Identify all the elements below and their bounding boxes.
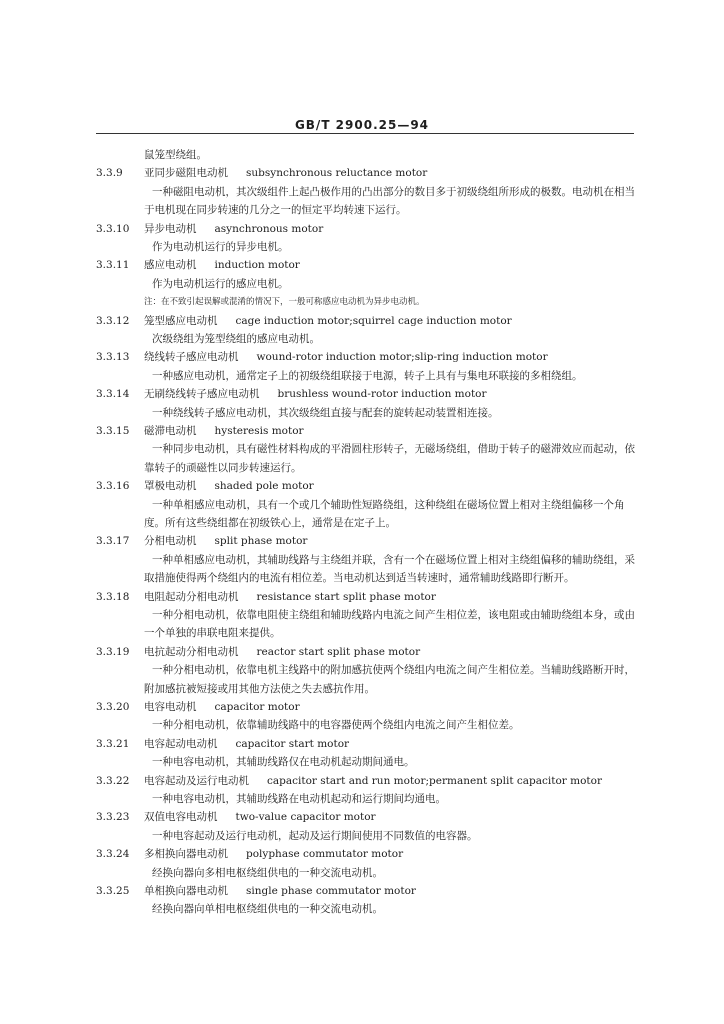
- term-chinese: 异步电动机: [144, 222, 197, 235]
- term-english: hysteresis motor: [214, 424, 304, 437]
- term-entry: [96, 477, 644, 532]
- term-number: 3.3.22: [96, 774, 130, 787]
- standard-number-header: GB/T 2900.25—94: [294, 118, 430, 132]
- term-definition: 一种绕线转子感应电动机，其次级绕组直接与配套的旋转起动装置相连接。: [152, 406, 499, 419]
- term-chinese: 亚同步磁阻电动机: [144, 167, 228, 180]
- term-definition: 一种电容电动机，其辅助线路仅在电动机起动期间通电。: [152, 756, 415, 769]
- term-heading: [96, 735, 644, 753]
- term-chinese: 磁滞电动机: [144, 424, 197, 437]
- term-definition: 作为电动机运行的感应电机。: [152, 277, 289, 290]
- term-number: 3.3.18: [96, 590, 130, 603]
- term-entry: [96, 220, 644, 257]
- term-entry: [96, 735, 644, 772]
- term-heading: [96, 385, 644, 403]
- term-number: 3.3.15: [96, 424, 130, 437]
- term-chinese: 电阻起动分相电动机: [144, 590, 239, 603]
- term-chinese: 感应电动机: [144, 259, 197, 272]
- term-number: 3.3.16: [96, 480, 130, 493]
- term-definition: 经换向器向单相电枢绕组供电的一种交流电动机。: [152, 903, 383, 916]
- terms-list: [96, 146, 644, 919]
- term-heading: [96, 588, 644, 606]
- term-entry: [96, 588, 644, 643]
- term-chinese: 电容起动电动机: [144, 737, 218, 750]
- term-chinese: 笼型感应电动机: [144, 314, 218, 327]
- term-heading: [96, 698, 644, 716]
- term-english: single phase commutator motor: [246, 884, 416, 897]
- term-entry: [96, 164, 644, 219]
- term-number: 3.3.25: [96, 884, 130, 897]
- term-chinese: 绕线转子感应电动机: [144, 351, 239, 364]
- term-english: induction motor: [214, 259, 300, 272]
- term-english: wound-rotor induction motor;slip-ring induction motor: [256, 351, 548, 364]
- term-definition: 一种同步电动机，具有磁性材料构成的平滑圆柱形转子，无磁场绕组，借助于转子的磁滞效应而起动，依靠转子的顽磁性以同步转速运行。: [144, 443, 635, 474]
- term-definition: 一种单相感应电动机，具有一个或几个辅助性短路绕组，这种绕组在磁场位置上相对主绕组偏移一个角度。所有这些绕组都在初级铁心上，通常是在定子上。: [144, 498, 625, 529]
- term-number: 3.3.10: [96, 222, 130, 235]
- term-definition: 一种电容起动及运行电动机，起动及运行期间使用不同数值的电容器。: [152, 829, 478, 842]
- term-heading: [96, 312, 644, 330]
- header-rule: [96, 133, 634, 134]
- term-number: 3.3.21: [96, 737, 130, 750]
- term-entry: [96, 385, 644, 422]
- term-entry: [96, 348, 644, 385]
- term-heading: [96, 220, 644, 238]
- term-heading: [96, 643, 644, 661]
- term-chinese: 多相换向器电动机: [144, 848, 228, 861]
- term-definition: 一种分相电动机，依靠电机主线路中的附加感抗使两个绕组内电流之间产生相位差。当辅助线路断开时，附加感抗被短接或用其他方法使之失去感抗作用。: [144, 664, 635, 695]
- term-note: 注：在不致引起误解或混淆的情况下，一般可称感应电动机为异步电动机。: [144, 297, 425, 308]
- term-heading: [96, 845, 644, 863]
- term-chinese: 电抗起动分相电动机: [144, 645, 239, 658]
- term-number: 3.3.11: [96, 259, 130, 272]
- term-entry: [96, 422, 644, 477]
- term-heading: [96, 882, 644, 900]
- term-definition: 一种分相电动机，依靠辅助线路中的电容器使两个绕组内电流之间产生相位差。: [152, 719, 520, 732]
- term-entry: [96, 808, 644, 845]
- term-entry: [96, 698, 644, 735]
- term-definition: 经换向器向多相电枢绕组供电的一种交流电动机。: [152, 866, 383, 879]
- term-english: subsynchronous reluctance motor: [246, 167, 428, 180]
- term-chinese: 双值电容电动机: [144, 811, 218, 824]
- term-number: 3.3.12: [96, 314, 130, 327]
- term-english: split phase motor: [214, 535, 308, 548]
- term-entry: [96, 643, 644, 698]
- term-english: resistance start split phase motor: [256, 590, 436, 603]
- term-number: 3.3.19: [96, 645, 130, 658]
- term-definition: 一种感应电动机，通常定子上的初级绕组联接于电源，转子上具有与集电环联接的多相绕组。: [152, 369, 583, 382]
- term-english: capacitor start motor: [235, 737, 350, 750]
- term-entry: [96, 772, 644, 809]
- term-definition: 次级绕组为笼型绕组的感应电动机。: [152, 332, 320, 345]
- term-number: 3.3.14: [96, 388, 130, 401]
- term-number: 3.3.23: [96, 811, 130, 824]
- term-english: brushless wound-rotor induction motor: [277, 388, 487, 401]
- term-heading: [96, 808, 644, 826]
- term-heading: [96, 422, 644, 440]
- term-entry: [96, 256, 644, 311]
- term-heading: [96, 772, 644, 790]
- term-heading: [96, 477, 644, 495]
- term-english: polyphase commutator motor: [246, 848, 404, 861]
- term-english: two-value capacitor motor: [235, 811, 376, 824]
- term-chinese: 分相电动机: [144, 535, 197, 548]
- term-number: 3.3.9: [96, 167, 123, 180]
- lead-text: 鼠笼型绕组。: [144, 149, 207, 161]
- term-english: capacitor motor: [214, 701, 300, 713]
- term-entry: [96, 532, 644, 587]
- term-english: cage induction motor;squirrel cage induction motor: [235, 314, 512, 327]
- term-heading: [96, 164, 644, 182]
- term-definition: 一种磁阻电动机，其次级组件上起凸极作用的凸出部分的数目多于初级绕组所形成的极数。电动机在相当于电机现在同步转速的几分之一的恒定平均转速下运行。: [144, 185, 635, 217]
- term-chinese: 罩极电动机: [144, 480, 197, 493]
- term-english: shaded pole motor: [214, 480, 314, 493]
- term-chinese: 单相换向器电动机: [144, 884, 228, 897]
- term-heading: [96, 532, 644, 550]
- term-entry: [96, 845, 644, 882]
- term-chinese: 无刷绕线转子感应电动机: [144, 388, 260, 401]
- term-number: 3.3.13: [96, 351, 130, 364]
- term-definition: 一种分相电动机，依靠电阻使主绕组和辅助线路内电流之间产生相位差，该电阻或由辅助绕组本身，或由一个单独的串联电阻来提供。: [144, 608, 635, 640]
- term-chinese: 电容电动机: [144, 701, 197, 713]
- term-number: 3.3.20: [96, 701, 130, 713]
- term-number: 3.3.17: [96, 535, 130, 548]
- term-english: asynchronous motor: [214, 222, 324, 235]
- term-entry: [96, 312, 644, 349]
- term-english: capacitor start and run motor;permanent split capacitor motor: [267, 774, 602, 787]
- term-english: reactor start split phase motor: [256, 645, 421, 658]
- term-definition: 一种单相感应电动机，其辅助线路与主绕组并联，含有一个在磁场位置上相对主绕组偏移的辅助绕组，采取措施使得两个绕组内的电流有相位差。当电动机达到适当转速时，通常辅助线路即行断开。: [144, 553, 635, 585]
- term-definition: 一种电容电动机，其辅助线路在电动机起动和运行期间均通电。: [152, 792, 446, 805]
- term-entry: [96, 882, 644, 919]
- term-heading: [96, 348, 644, 366]
- term-heading: [96, 256, 644, 274]
- term-number: 3.3.24: [96, 848, 130, 861]
- term-chinese: 电容起动及运行电动机: [144, 774, 249, 787]
- term-definition: 作为电动机运行的异步电机。: [152, 240, 289, 253]
